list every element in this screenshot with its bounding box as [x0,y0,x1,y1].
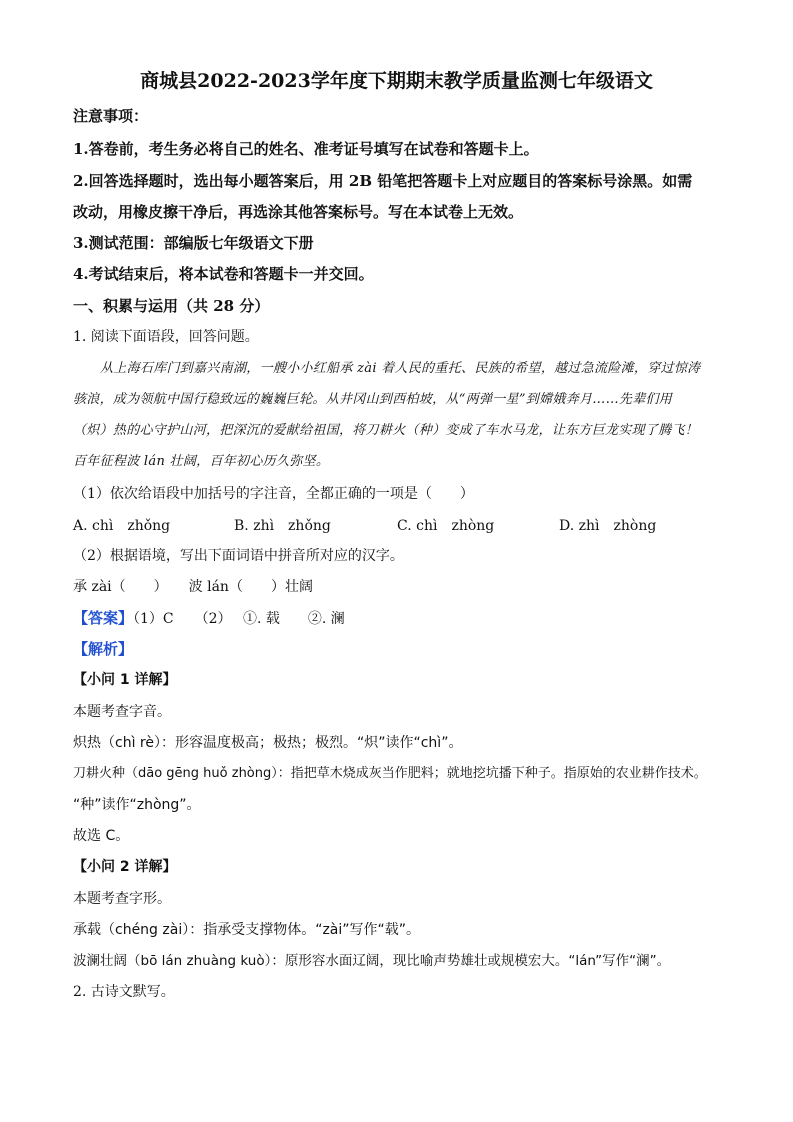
section-1-heading: 一、积累与运用（共 28 分） [73,297,270,315]
sub1-line-5: 故选 C。 [73,828,130,844]
note-2: 2.回答选择题时，选出每小题答案后，用 2B 铅笔把答题卡上对应题目的答案标号涂黑。如需 [73,172,693,190]
question-1-1: （1）依次给语段中加括号的字注音，全都正确的一项是（ ） [73,486,474,502]
answer-line [73,608,345,629]
question-1-2-items: 承 zài（ ） 波 lán（ ）壮阔 [73,579,313,595]
option-a: A. chì zhǒng [73,518,171,534]
option-d: D. zhì zhòng [559,518,657,534]
answer-label: 【答案】 [73,609,134,627]
option-c: C. chì zhòng [397,518,495,534]
sub-question-1-heading: 【小问 1 详解】 [73,672,177,688]
page-title: 商城县2022-2023学年度下期期末教学质量监测七年级语文 [140,70,653,92]
question-2-stem: 2. 古诗文默写。 [73,984,175,1000]
passage-line-2: 骇浪，成为领航中国行稳致远的巍巍巨轮。从井冈山到西柏坡，从“两弹一星”到嫦娥奔月……先辈们用 [73,392,673,407]
sub1-line-2: 炽热（chì rè）：形容温度极高；极热；极烈。“炽”读作“chì”。 [73,735,463,751]
question-1-2: （2）根据语境，写出下面词语中拼音所对应的汉字。 [73,548,404,564]
note-4: 4.考试结束后，将本试卷和答题卡一并交回。 [73,265,374,283]
sub2-line-2: 承载（chéng zài）：指承受支撑物体。“zài”写作“载”。 [73,922,421,938]
answer-text: （1）C （2） ①. 载 ②. 澜 [133,611,345,627]
passage-line-3: （炽）热的心守护山河，把深沉的爱献给祖国，将刀耕火（种）变成了车水马龙，让东方巨龙实现了腾飞！ [73,423,699,438]
option-b: B. zhì zhǒng [234,518,331,534]
passage-line-4: 百年征程波 lán 壮阔，百年初心历久弥坚。 [73,454,330,469]
notes-heading: 注意事项： [73,107,149,125]
sub1-line-4: “种”读作“zhòng”。 [73,797,201,813]
analysis-label: 【解析】 [73,640,134,658]
passage-line-1: 从上海石库门到嘉兴南湖，一艘小小红船承 zài 着人民的重托、民族的希望，越过急流险滩，穿过惊涛 [100,361,701,376]
sub2-line-3: 波澜壮阔（bō lán zhuàng kuò）：原形容水面辽阔，现比喻声势雄壮或规模宏大。“lán”写作“澜”。 [73,953,671,969]
sub1-line-3: 刀耕火种（dāo gēng huǒ zhòng）：指把草木烧成灰当作肥料；就地挖坑播下种子。指原始的农业耕作技术。 [73,766,707,781]
question-1-stem: 1. 阅读下面语段，回答问题。 [73,329,259,345]
note-1: 1.答卷前，考生务必将自己的姓名、准考证号填写在试卷和答题卡上。 [73,140,539,158]
sub-question-2-heading: 【小问 2 详解】 [73,859,177,875]
sub2-line-1: 本题考查字形。 [73,891,171,907]
sub1-line-1: 本题考查字音。 [73,704,171,720]
note-2-cont: 改动，用橡皮擦干净后，再选涂其他答案标号。写在本试卷上无效。 [73,203,524,221]
note-3: 3.测试范围：部编版七年级语文下册 [73,234,314,252]
